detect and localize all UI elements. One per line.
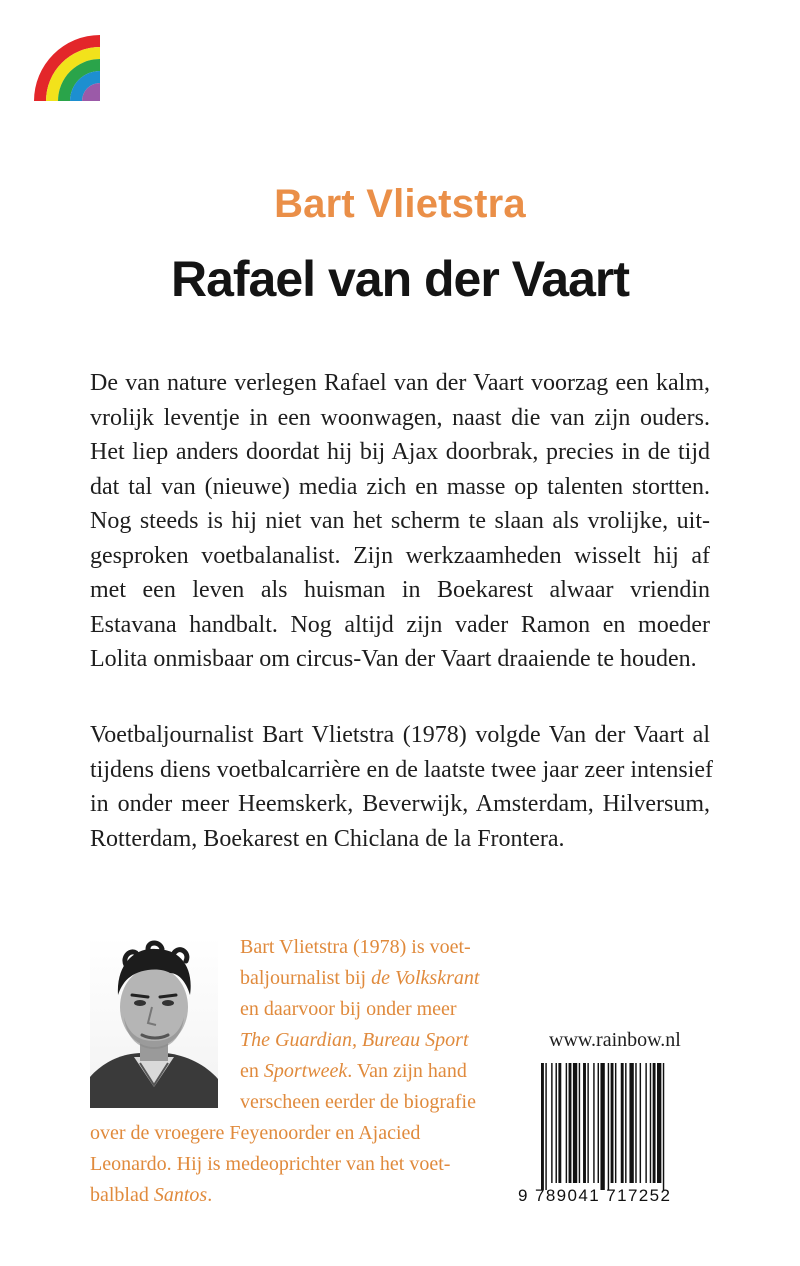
barcode-bar	[551, 1063, 552, 1183]
publisher-url[interactable]: www.rainbow.nl	[549, 1029, 681, 1051]
author-bio-bottom	[90, 1118, 450, 1211]
blurb-line: dat tal van (nieuwe) media zich en masse op talenten stortten.	[90, 473, 710, 500]
barcode-bar	[640, 1063, 641, 1183]
barcode-bar	[558, 1063, 561, 1183]
bio-line: Leonardo. Hij is medeoprichter van het voet-	[90, 1153, 451, 1175]
blurb-line: Het liep anders doordat hij bij Ajax doorbrak, precies in de tijd	[90, 439, 710, 465]
book-title: Rafael van der Vaart	[170, 251, 630, 307]
barcode-bar	[611, 1063, 614, 1183]
barcode-bar	[645, 1063, 646, 1183]
blurb-line: Nog steeds is hij niet van het scherm te slaan als vrolijke, uit-	[90, 508, 710, 534]
barcode-bar	[566, 1063, 567, 1183]
barcode-bar	[587, 1063, 588, 1183]
bio-line: en Sportweek. Van zijn hand	[240, 1060, 467, 1082]
barcode-bar	[583, 1063, 586, 1183]
barcode-bar	[569, 1063, 572, 1183]
author-bio-right	[240, 932, 479, 1118]
blurb-line: Rotterdam, Boekarest en Chiclana de la Frontera.	[90, 825, 565, 852]
bio-line: over de vroegere Feyenoorder en Ajacied	[90, 1122, 421, 1144]
barcode-bar	[598, 1063, 599, 1183]
rainbow-logo-icon	[32, 33, 102, 103]
barcode-bar	[608, 1063, 609, 1190]
blurb-line: in onder meer Heemskerk, Beverwijk, Amsterdam, Hilversum,	[90, 791, 710, 817]
barcode-bar	[545, 1063, 546, 1190]
barcode-bar	[657, 1063, 661, 1183]
barcode-bar	[663, 1063, 664, 1190]
blurb-paragraph-1	[90, 366, 710, 677]
blurb-line: Lolita onmisbaar om circus-Van der Vaart draaiende te houden.	[90, 646, 697, 672]
bio-line: The Guardian, Bureau Sport	[240, 1029, 469, 1051]
blurb-line: vrolijk leventje in een woonwagen, naast die van zijn ouders.	[90, 404, 710, 431]
barcode-bar	[579, 1063, 580, 1183]
isbn-number: 9 789041 717252	[518, 1186, 672, 1205]
barcode-bar	[615, 1063, 616, 1183]
blurb-line: Estavana handbalt. Nog altijd zijn vader Ramon en moeder	[90, 611, 710, 638]
blurb-line: met een leven als huisman in Boekarest alwaar vriendin	[90, 577, 710, 603]
barcode-bar	[556, 1063, 557, 1183]
author-photo	[90, 937, 218, 1108]
bio-line: en daarvoor bij onder meer	[240, 998, 457, 1020]
barcode-bar	[573, 1063, 577, 1183]
blurb-paragraph-2	[90, 718, 714, 856]
blurb-line: gesproken voetbalanalist. Zijn werkzaamheden wisselt hij af	[90, 542, 710, 569]
bio-line: baljournalist bij de Volkskrant	[240, 967, 480, 989]
barcode-bar	[621, 1063, 624, 1183]
blurb-line: De van nature verlegen Rafael van der Vaart voorzag een kalm,	[90, 370, 710, 396]
bio-line: Bart Vlietstra (1978) is voet-	[240, 936, 471, 958]
blurb-line: tijdens diens voetbalcarrière en de laatste twee jaar zeer intensief	[90, 756, 714, 783]
bio-line: balblad Santos.	[90, 1184, 213, 1206]
blurb-line: Voetbaljournalist Bart Vlietstra (1978) volgde Van der Vaart al	[90, 722, 710, 748]
bio-line: verscheen eerder de biografie	[240, 1091, 476, 1113]
barcode-bar	[625, 1063, 626, 1183]
barcode-bar	[593, 1063, 594, 1183]
isbn-barcode	[541, 1063, 701, 1190]
barcode-bar	[600, 1063, 604, 1190]
author-name: Bart Vlietstra	[274, 182, 526, 226]
barcode-bar	[635, 1063, 636, 1183]
barcode-bar	[629, 1063, 633, 1183]
barcode-bar	[653, 1063, 656, 1183]
barcode-bar	[541, 1063, 544, 1190]
barcode-bar	[650, 1063, 651, 1183]
